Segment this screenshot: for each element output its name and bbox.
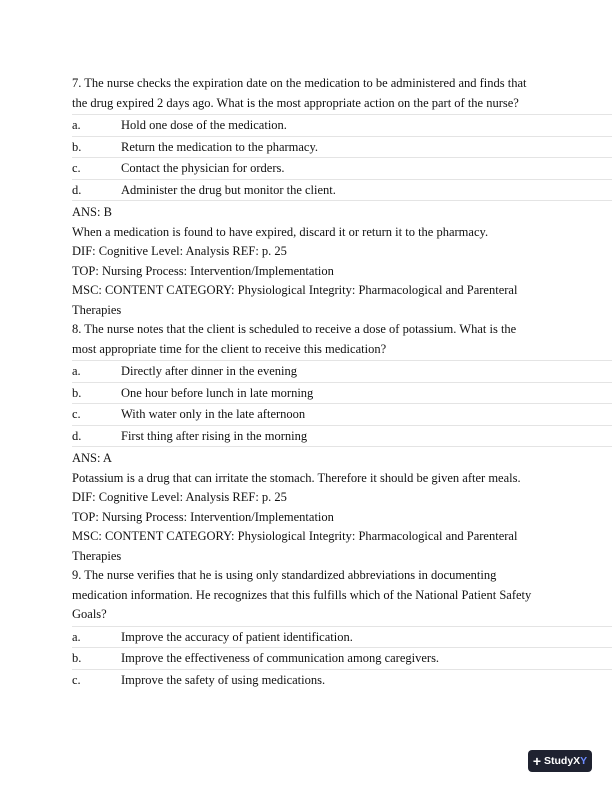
content-category: MSC: CONTENT CATEGORY: Physiological Integrity: Pharmacological and Parenteral Therapies	[72, 283, 518, 317]
question-stem: 8. The nurse notes that the client is scheduled to receive a dose of potassium. What is the most appropriate time for the client to receive this medication?	[72, 322, 517, 356]
choice-list	[72, 626, 612, 691]
topic: TOP: Nursing Process: Intervention/Implementation	[72, 509, 334, 524]
choice-item	[72, 360, 612, 382]
plus-icon: +	[532, 753, 541, 769]
choice-text: One hour before lunch in late morning	[121, 385, 314, 400]
choice-item	[72, 179, 612, 202]
page-content	[72, 74, 612, 692]
choice-item	[72, 114, 612, 136]
content-category: MSC: CONTENT CATEGORY: Physiological Integrity: Pharmacological and Parenteral Therapies	[72, 529, 518, 563]
topic: TOP: Nursing Process: Intervention/Implementation	[72, 263, 334, 278]
choice-item	[72, 136, 612, 158]
answer-key: ANS: A	[72, 451, 112, 465]
choice-letter: b.	[72, 651, 82, 665]
studyxy-logo[interactable]	[528, 750, 592, 772]
answer-key: ANS: B	[72, 205, 112, 219]
choice-item	[72, 647, 612, 669]
choice-letter: d.	[72, 182, 82, 197]
logo-text-suffix: Y	[580, 755, 588, 767]
choice-letter: b.	[72, 139, 82, 154]
choice-text: Improve the safety of using medications.	[121, 672, 326, 687]
choice-text: First thing after rising in the morning	[121, 428, 308, 443]
question-stem: 9. The nurse verifies that he is using only standardized abbreviations in documenting medication information. He recognizes that this fulfills which of the National Patient Safety Goals?	[72, 568, 532, 621]
choice-item	[72, 626, 612, 648]
choice-text: Directly after dinner in the evening	[121, 364, 297, 378]
choice-text: Improve the effectiveness of communication among caregivers.	[121, 651, 440, 665]
rationale: When a medication is found to have expired, discard it or return it to the pharmacy.	[72, 224, 489, 239]
choice-text: Contact the physician for orders.	[121, 161, 285, 175]
choice-item	[72, 157, 612, 179]
choice-text: Return the medication to the pharmacy.	[121, 139, 319, 154]
question-9	[72, 566, 612, 690]
choice-letter: a.	[72, 118, 81, 132]
choice-letter: c.	[72, 161, 81, 175]
choice-letter: a.	[72, 364, 81, 378]
choice-item	[72, 382, 612, 404]
question-stem: 7. The nurse checks the expiration date on the medication to be administered and finds that the drug expired 2 days ago. What is the most appropriate action on the part of the nurse?	[72, 76, 527, 110]
choice-text: With water only in the late afternoon	[121, 407, 306, 421]
difficulty-ref: DIF: Cognitive Level: Analysis REF: p. 25	[72, 244, 287, 258]
choice-letter: a.	[72, 629, 81, 644]
difficulty-ref: DIF: Cognitive Level: Analysis REF: p. 25	[72, 490, 287, 504]
logo-text-prefix: StudyX	[544, 755, 581, 767]
rationale: Potassium is a drug that can irritate the stomach. Therefore it should be given after meals.	[72, 470, 521, 485]
choice-letter: c.	[72, 407, 81, 421]
choice-item	[72, 403, 612, 425]
choice-list	[72, 114, 612, 201]
choice-text: Administer the drug but monitor the client.	[121, 182, 336, 197]
choice-item	[72, 669, 612, 691]
choice-letter: b.	[72, 385, 82, 400]
choice-letter: d.	[72, 428, 82, 443]
question-7	[72, 74, 612, 320]
choice-letter: c.	[72, 672, 81, 687]
choice-list	[72, 360, 612, 447]
choice-text: Hold one dose of the medication.	[121, 118, 287, 132]
choice-item	[72, 425, 612, 448]
choice-text: Improve the accuracy of patient identification.	[121, 629, 353, 644]
question-8	[72, 320, 612, 566]
